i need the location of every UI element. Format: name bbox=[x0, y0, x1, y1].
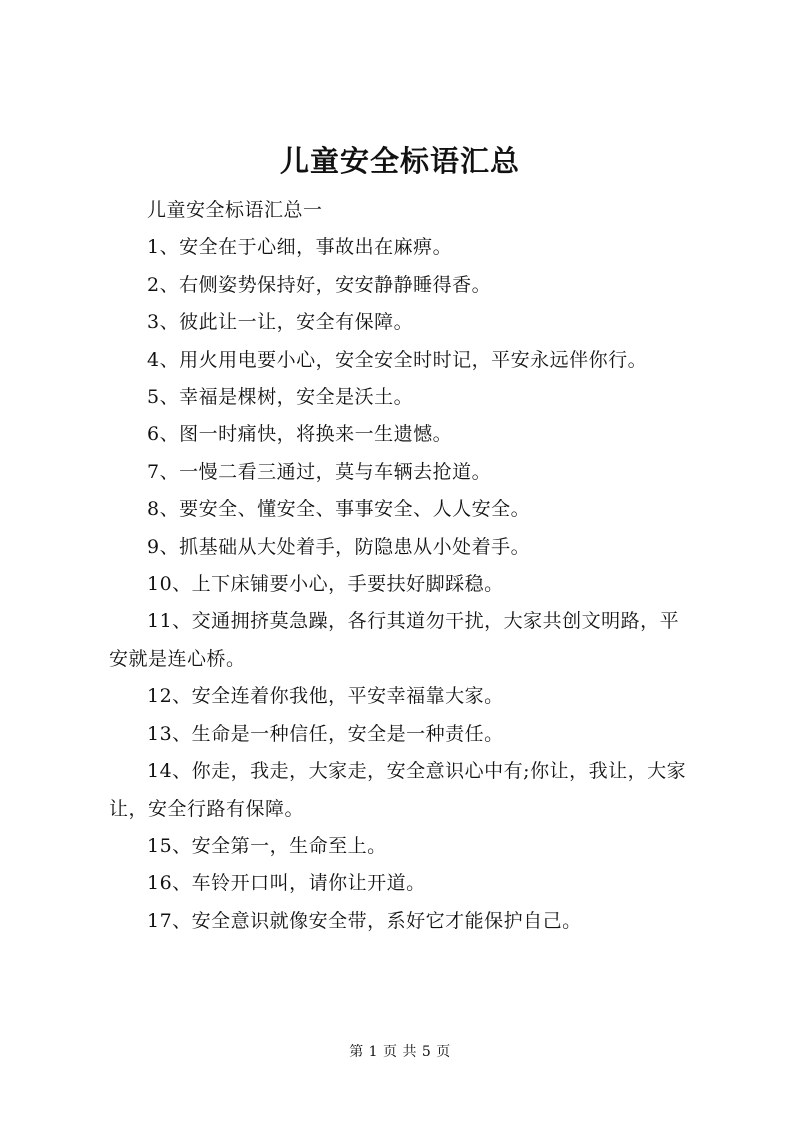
list-item: 16、车铃开口叫，请你让开道。 bbox=[147, 872, 426, 895]
page-title: 儿童安全标语汇总 bbox=[279, 144, 520, 178]
list-item: 8、要安全、懂安全、事事安全、人人安全。 bbox=[147, 498, 531, 521]
list-item: 6、图一时痛快，将换来一生遗憾。 bbox=[147, 423, 453, 446]
list-item: 12、安全连着你我他，平安幸福靠大家。 bbox=[147, 685, 504, 708]
list-item: 3、彼此让一让，安全有保障。 bbox=[147, 311, 414, 334]
list-item: 14、你走，我走，大家走，安全意识心中有;你让，我让，大家让，安全行路有保障。 bbox=[109, 760, 687, 820]
list-item: 9、抓基础从大处着手，防隐患从小处着手。 bbox=[147, 535, 531, 558]
list-item: 1、安全在于心细，事故出在麻痹。 bbox=[147, 236, 453, 259]
list-item: 10、上下床铺要小心，手要扶好脚踩稳。 bbox=[147, 573, 504, 596]
page-footer: 第 1 页 共 5 页 bbox=[349, 1044, 451, 1060]
list-item: 7、一慢二看三通过，莫与车辆去抢道。 bbox=[147, 460, 492, 483]
section-heading: 儿童安全标语汇总一 bbox=[147, 199, 323, 221]
list-item: 13、生命是一种信任，安全是一种责任。 bbox=[147, 722, 504, 745]
document-body bbox=[109, 192, 693, 940]
list-item: 15、安全第一，生命至上。 bbox=[147, 834, 387, 857]
list-item: 4、用火用电要小心，安全安全时时记，平安永远伴你行。 bbox=[147, 348, 648, 371]
list-item: 2、右侧姿势保持好，安安静静睡得香。 bbox=[147, 273, 492, 296]
list-item: 5、幸福是棵树，安全是沃土。 bbox=[147, 386, 414, 409]
list-item: 11、交通拥挤莫急躁，各行其道勿干扰，大家共创文明路，平安就是连心桥。 bbox=[109, 610, 680, 670]
list-item: 17、安全意识就像安全带，系好它才能保护自己。 bbox=[147, 909, 582, 932]
